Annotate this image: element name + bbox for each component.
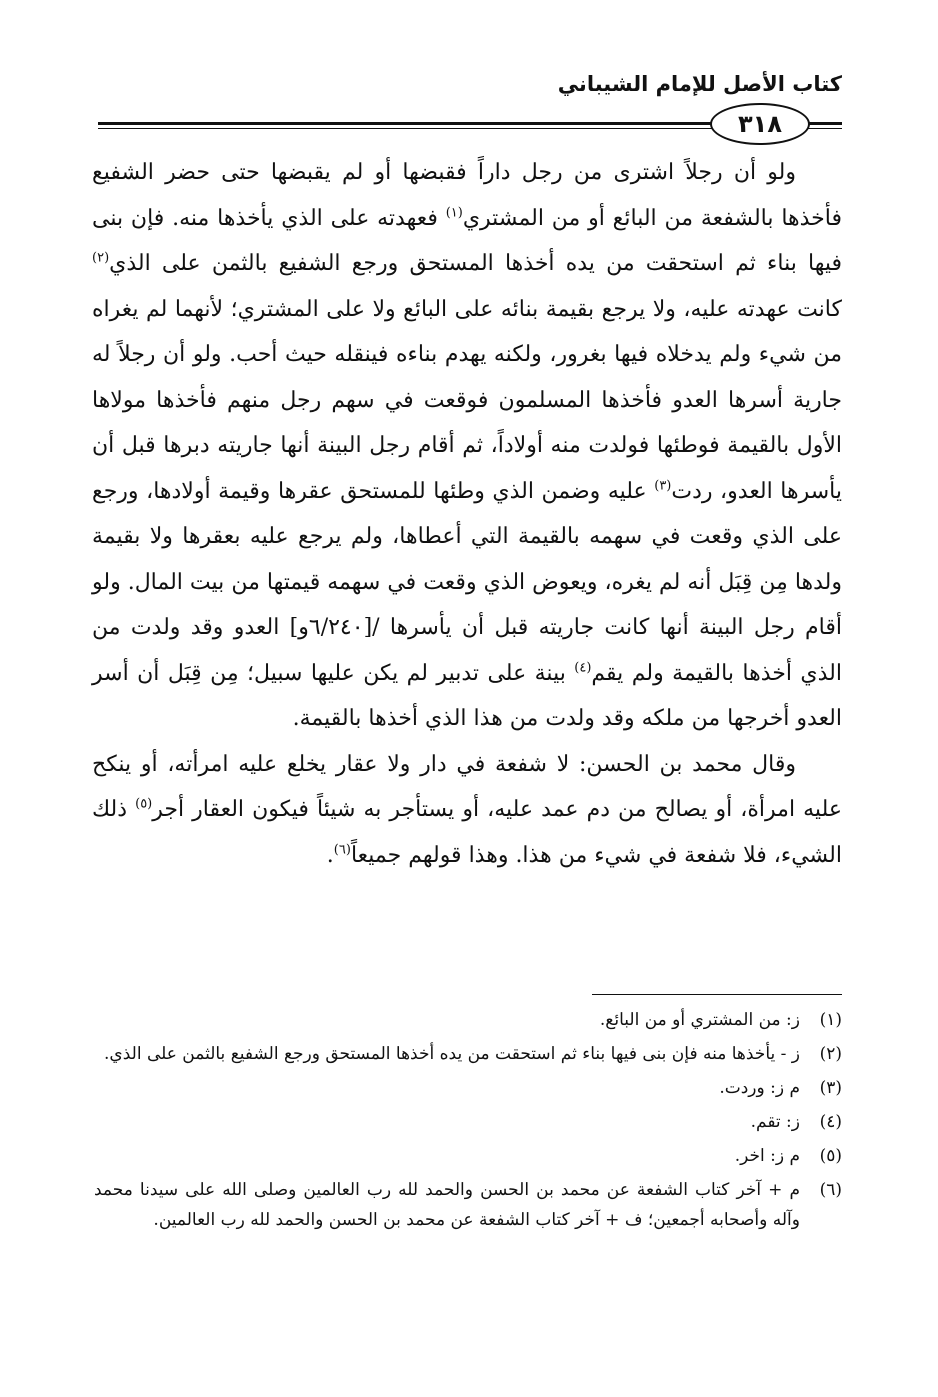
page-number: ٣١٨ <box>738 110 782 138</box>
text-run: عليه وضمن الذي وطئها للمستحق عقرها وقيمة أولادها، ورجع على الذي وقعت في سهمه بالقيمة التي أعطاها، ولم يرجع عليه بعقرها ولا بقيمة ولدها مِن قِبَل أنه لم يغره، ويعوض الذي وقعت في سهمه قيمتها من بيت المال. ولو أقام رجل البينة أنها كانت جاريته قبل أن يأسرها /[٦/٢٤٠و] العدو وقد ولدت من الذي أخذها بالقيمة ولم يقم <box>92 478 842 686</box>
footnote-number: (٤) <box>819 1112 842 1132</box>
footnote-ref: (٥) <box>135 796 153 812</box>
main-text <box>92 150 842 878</box>
footnote-ref: (١) <box>445 205 463 221</box>
footnote-ref: (٤) <box>574 660 592 676</box>
footnote-ref: (٦) <box>333 842 351 858</box>
footnote-2 <box>94 1039 842 1069</box>
footnote-text: م ز: وردت. <box>719 1078 800 1098</box>
footnote-6 <box>94 1175 842 1235</box>
footnote-text: ز: تقم. <box>750 1112 800 1132</box>
text-run: ولو أن رجلاً اشترى من رجل داراً فقبضها أو لم يقبضها حتى حضر الشفيع فأخذها بالشفعة من البائع أو من المشتري <box>92 160 842 231</box>
page-number-badge <box>710 103 810 145</box>
footnote-number: (٣) <box>819 1078 842 1098</box>
footnote-text: م + آخر كتاب الشفعة عن محمد بن الحسن والحمد لله رب العالمين وصلى الله على سيدنا محمد وآله وأصحابه أجمعين؛ ف + آخر كتاب الشفعة عن محمد بن الحسن والحمد لله رب العالمين. <box>94 1180 801 1230</box>
text-run: كانت عهدته عليه، ولا يرجع بقيمة بنائه على البائع ولا على المشتري؛ لأنهما لم يغراه من شيء ولم يدخلاه فيها بغرور، ولكنه يهدم بناءه فينقله حيث أحب. ولو أن رجلاً له جارية أسرها العدو فأخذها المسلمون فوقعت في سهم رجل منهم فأخذها مولاها الأول بالقيمة فوطئها فولدت منه أولاداً، ثم أقام رجل البينة أنها جاريته دبرها قبل أن يأسرها العدو، ردت <box>92 296 842 504</box>
footnote-separator <box>592 994 842 995</box>
paragraph-2 <box>92 742 842 879</box>
footnote-number: (٢) <box>819 1044 842 1064</box>
footnote-text: م ز: اخر. <box>734 1146 800 1166</box>
footnotes <box>94 1005 842 1239</box>
footnote-5 <box>94 1141 842 1171</box>
footnote-3 <box>94 1073 842 1103</box>
footnote-ref: (٢) <box>92 250 110 266</box>
footnote-number: (٥) <box>819 1146 842 1166</box>
text-run: بينة على تدبير لم يكن عليها سبيل؛ مِن قِبَل أن أسر العدو أخرجها من ملكه وقد ولدت من هذا الذي أخذها بالقيمة. <box>92 660 842 731</box>
footnote-ref: (٣) <box>654 478 672 494</box>
text-run: ذلك الشيء، فلا شفعة في شيء من هذا. وهذا قولهم جميعاً <box>92 797 842 868</box>
footnote-text: ز - يأخذها منه فإن بنى فيها بناء ثم استحقت من يده أخذها المستحق ورجع الشفيع بالثمن على الذي. <box>104 1044 800 1064</box>
footnote-text: ز: من المشتري أو من البائع. <box>599 1010 800 1030</box>
text-run: وقال محمد بن الحسن: لا شفعة في دار ولا عقار يخلع عليه امرأته، أو ينكح عليه امرأة، أو يصالح من دم عمد عليه، أو يستأجر به شيئاً فيكون العقار أجر <box>92 751 842 822</box>
footnote-number: (٦) <box>819 1180 842 1200</box>
text-run: فعهدته على الذي يأخذها منه. فإن بنى فيها بناء ثم استحقت من يده أخذها المستحق ورجع الشفيع بالثمن على الذي <box>92 205 842 276</box>
running-header-title: كتاب الأصل للإمام الشيباني <box>557 72 842 96</box>
footnote-1 <box>94 1005 842 1035</box>
footnote-number: (١) <box>819 1010 842 1030</box>
text-run: . <box>326 842 334 868</box>
footnote-4 <box>94 1107 842 1137</box>
paragraph-1 <box>92 150 842 742</box>
